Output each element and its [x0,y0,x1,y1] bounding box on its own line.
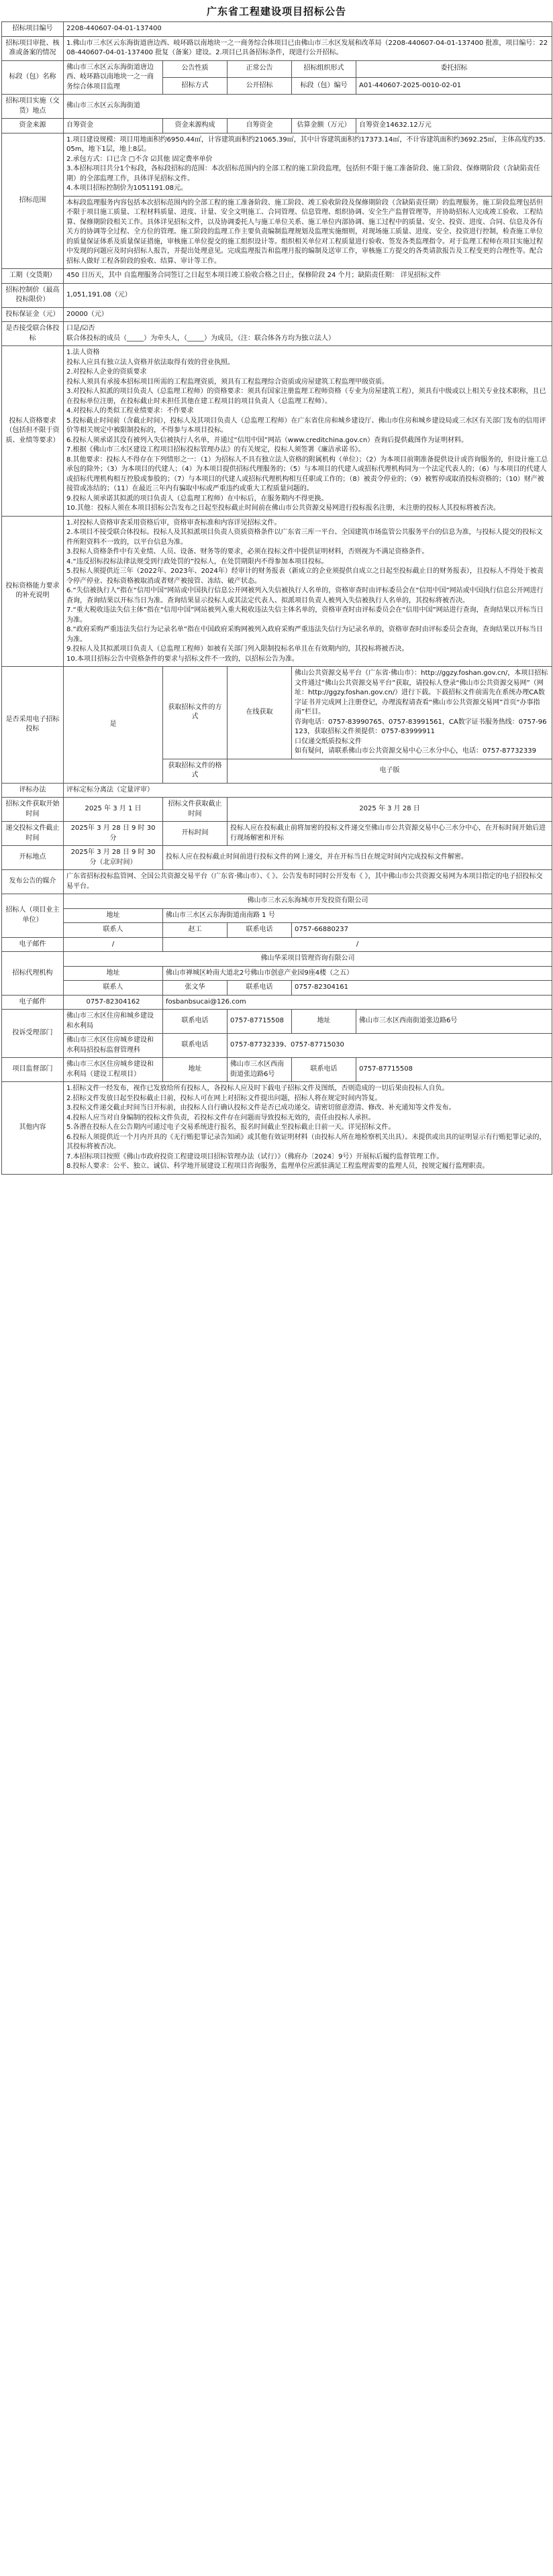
agent-phone: 0757-82304161 [292,981,552,996]
bid-open-label: 开标时间 [163,822,228,846]
eval-method-value: 评标定标分离法（定量评审） [64,783,552,798]
tenderer-email-label: 电子邮件 [2,937,64,952]
deposit-label: 投标保证金（元） [2,307,64,322]
org-form-value: 委托招标 [356,60,552,77]
agent-email: fosbanbsucai@126.com [163,995,552,1010]
bid-open-place-label: 开标地点 [2,846,64,870]
complaint-name: 佛山市三水区住房和城乡建设和水利局 [64,1010,163,1034]
est-amount-label: 估算金额（万元） [292,119,356,133]
qualification-value: 1.法人资格 投标人应具有独立法人资格并依法取得有效的营业执照。 2.对投标人企业的资质要求 投标人须具有承接本招标项目所需的工程监理资质，须具有工程监理综合资质或房屋建筑工程监理甲级资质。 3.对投标人拟派的项目负责人（总监理工程师）的资格要求：须具有国家注册监理工程师资格（专业为房屋建筑工程），须具有中级或以上相关专业技术职称，且已在投标单位注册，在投标截止时未担任其他在建工程项目的项目负责人（总监理工程师）。 4.对投标人的类似工程业绩要求：不作要求 5.投标截止时间前（含截止时间），投标人及其项目负责人（总监理工程师）在广东省住房和城乡建设厅、佛山市住房和城乡建设局或三水区有关部门发布的信用评价等相关规定中被限制投标的，不得参与本项目投标。 6.投标人须承诺其没有被列入失信被执行人名单，并通过“信用中国”网站（www.creditchina.gov.cn）查询后提供截图作为证明材料。 7.根据《佛山市三水区建设工程项目招标投标管理办法》的有关规定，投标人须签署《廉洁承诺书》。 8.其他要求：投标人不得存在下列情形之一：（1）为招标人不具有独立法人资格的附属机构（单位）；（2）为本项目前期准备提供设计或咨询服务的，但设计施工总承包的除外；（3）为本项目的代建人；（4）为本项目提供招标代理服务的；（5）与本项目的代建人或招标代理机构同为一个法定代表人的；（6）与本项目的代建人或招标代理机构相互控股或参股的；（7）与本项目的代建人或招标代理机构相互任职或工作的；（8）被责令停业的；（9）被暂停或取消投标资格的；（10）财产被接管或冻结的；（11）在最近三年内有骗取中标或严重违约或重大工程质量问题的。 9.投标人须承诺其拟派的项目负责人（总监理工程师）在中标后，在服务期内不得更换。 10.其他：投标人须在本项目招标公告发布之日起至投标截止时间前在佛山市公共资源交易网进行投标报名注册，未注册的投标人其投标将被否决。 [64,346,552,517]
qualification-label: 投标人资格要求（包括但不限于资质、业绩等要求） [2,346,64,517]
announce-type-label: 公告性质 [163,60,228,77]
max-price-label: 招标控制价（最高投标限价） [2,283,64,307]
publish-media-label: 发布公告的媒介 [2,870,64,894]
period-end-value: 2025 年 3 月 28 日 [228,798,552,822]
tenderer-label: 招标人（项目业主单位） [2,894,64,938]
tenderer-phone: 0757-66880237 [292,923,552,938]
duration-text: 450 日历天，其中 自监理服务合同签订之日起至本项目竣工验收合格之日止，保修阶段 24 个月；缺陷责任期： [66,272,399,279]
doc-format-value: 电子版 [228,759,552,783]
project-code-value: 2208-440607-04-01-137400 [64,22,552,37]
supervision-phone-label: 联系电话 [292,1058,356,1082]
location-value: 佛山市三水区云东海街道 [64,95,552,119]
tender-method-value: 公开招标 [228,77,292,94]
period-start-label: 招标文件获取开始时间 [2,798,64,822]
announce-type-value: 正常公告 [228,60,292,77]
agent-address: 佛山市禅城区岭南大道北2号佛山市创意产业园9座4楼（之五） [163,966,552,981]
doc-method-value: 在线获取 [228,667,292,759]
agent-contact: 张文华 [163,981,228,996]
fund-source-value: 自筹资金 [64,119,163,133]
electronic-value: 是 [64,667,163,784]
tenderer-contact-label: 联系人 [64,923,163,938]
doc-method-label: 获取招标文件的方式 [163,667,228,759]
agent-label: 招标代理机构 [2,952,64,996]
electronic-label: 是否采用电子招标投标 [2,667,64,784]
supervision-phone: 0757-87715508 [356,1058,552,1082]
supervision-address: 佛山市三水区西南街道张边路6号 [228,1058,292,1082]
platform-info: 佛山公共资源交易平台（广东省·佛山市）：http://ggzy.foshan.gov.cn/，本项目招标文件通过“佛山公共资源交易平台”获取，请投标人登录“佛山市公共资源交易网”（网址：http://ggzy.foshan.gov.cn/）进行下载。下载招标文件前需先在系统办理CA数字证书并完成网上注册登记，办理流程请查看“佛山市公共资源交易网”首页“办事指南”栏目。 咨询电话：0757-83990765、0757-83991561，CA数字证书服务热线：0757-96123，获取招标文件须提供：0757-83999911 口仅递交纸质投标文件 如有疑问，请联系佛山市公共资源交易中心三水分中心，电话：0757-87732339 [292,667,552,759]
tender-name-value: 佛山市三水区云东海街道唐边西、岐环路以南地块一之一商务综合体项目监理 [64,60,163,95]
tenderer-address: 佛山市三水区云东海街道南南路 1 号 [163,908,552,923]
other-value: 1.招标文件一经发布，视作已发放给所有投标人，各投标人应及时下载电子招标文件及图纸，否则造成的一切后果由投标人自负。 2.招标文件发放日起至投标截止日前，投标人可在网上对招标文件提出问题，招标人将在规定时间内答复。 3.投标文件递交截止时间当日开标前，由投标人自行确认投标文件是否已成功递交。请密切留意澄清、修改、补充通知等文件发布。 4.投标人应当对自身编制的投标文件负责，若投标文件存在问题而导致投标无效的，责任由投标人承担。 5.各潜在投标人在公告期内可通过电子交易系统进行报名，报名时间截止至投标截止日前一天。详见招标文件。 6.投标人须提供近一个月内开具的《无行贿犯罪记录告知函》或其他有效证明材料（由投标人所在地检察机关出具）。未提供或出具的证明显示有行贿犯罪记录的，其投标将被否决。 7.本招标项目按照《佛山市政府投资工程建设项目招标管理办法（试行）》（佛府办〔2024〕9号）开展标后履约监督管理工作。 8.投标人要求：公平、独立、诚信、科学地开展建设工程项目咨询服务，监理单位应派驻满足工程监理需要的监理人员，按规定履行监理职责。 [64,1082,552,1175]
publish-media-value: 广东省招标投标监管网、全国公共资源交易平台（广东省·佛山市）、《 》、公告发布时同时公开发布《 》，其中佛山市公共资源交易网为本项目指定的电子招投标交易平台。 [64,870,552,894]
fund-source-label: 资金来源 [2,119,64,133]
scope-extra-value: 本标段监理服务内容包括本次招标范围内的全部工程的施工准备阶段、施工阶段、竣工验收阶段及保修期阶段（含缺陷责任期）的监理服务。施工阶段监理包括但不限于项目施工质量、工程材料质量、进度、计量、安全文明施工、合同管理、信息管理、组织协调、安全生产监督管理等，并协助招标人完成竣工验收、工程结算、保修期阶段相关工作。具体详见招标文件，以及协调委托人与施工单位关系、施工单位内部协调、施工过程中的质量、安全、投资、进度、合同、信息及各有关方的协调等全过程、全方位的管理。施工阶段的监理工作主要负责编制监理规划及监理实施细则，对现场施工质量、进度、安全、投资进行控制，检查施工单位的质量保证体系及质量保证措施，审核施工单位提交的施工组织设计等。组织相关单位对工程质量进行验收、签发各类监理指令。对于监理工程师在项目实施过程中发现的问题应及时向招标人报告，并提出处理意见。完成监理报告和监理月报的编制及送审工作，审核施工方提交的各类请款报告及工程变更的合理性等。配合招标人做好工程各阶段的验收、结算、审计等工作。 [64,196,552,269]
location-label: 招标项目实施（交货）地点 [2,95,64,119]
max-price-value: 1,051,191.08（元） [64,283,552,307]
joint-value [64,322,552,346]
approval-value: 1.佛山市三水区云东海街道唐边西、岐环路以南地块一之一商务综合体项目已由佛山市三水区发展和改革局（2208-440607-04-01-137400 批准，项目编号：2208-440607-04-01-137400 批复（备案）建设。2.项目已具备招标条件，现进行公开招标。 [64,36,552,60]
tenderer-email: / [64,937,163,952]
tenderer-contact: 赵工 [163,923,228,938]
joint-label: 是否接受联合体投标 [2,322,64,346]
scope-value: 1.项目建设规模：项目用地面积约6950.44㎡，计容建筑面积约21065.39㎡，其中计容建筑面积约17373.14㎡，不计容建筑面积约3692.25㎡，主体高度约35.05m，地下1层，地上8层。 2.承包方式：口已含 □不含 ☑其他 固定费率单价 3.本招标项目共分1个标段，各标段招标的范围：本次招标范围内的全部工程的施工阶段监理，包括但不限于施工准备阶段、施工阶段、保修期阶段（含缺陷责任期）的全部监理工作，具体详见招标文件。 4.本项目招标控制价为1051191.08元。 [64,133,552,196]
announcement-page [0,4,553,1175]
org-form-label: 招标组织形式 [292,60,356,77]
complaint-phone2: 0757-87732339、0757-87715030 [228,1034,552,1058]
complaint-office: 佛山市三水区住房城乡建设和水利局招投标监督管理科 [64,1034,163,1058]
complaint-label: 投诉受理部门 [2,1010,64,1058]
tender-method-label: 招标方式 [163,77,228,94]
duration-extra: 详见招标文件 [400,272,441,279]
agent-email-extra: 0757-82304162 [64,995,163,1010]
bid-open-text: 投标人应在投标截止前将加密的投标文件递交至佛山市公共资源交易中心三水分中心，在开标时间开始后进行现场解密和开标 [228,822,552,846]
tenderer-phone-label: 联系电话 [228,923,292,938]
bid-open-place-value: 2025年 3 月 28 日 9 时 30 分（北京时间） [64,846,163,870]
tenderer-address-label: 地址 [64,908,163,923]
supervision-address-label: 地址 [163,1058,228,1082]
complaint-address: 佛山市三水区西南街道张边路6号 [356,1010,552,1034]
period-end-label: 招标文件获取截止时间 [163,798,228,822]
joint-choice: 口是/☑否 [66,325,95,332]
agent-phone-label: 联系电话 [228,981,292,996]
duration-label: 工期（交货期） [2,269,64,284]
doc-format-label: 获取招标文件的格式 [163,759,228,783]
bid-open-place-text: 投标人应在投标截止时间前进行投标文件的网上递交，并在开标当日在规定时间内完成投标文件解密。 [163,846,552,870]
bid-deadline-label: 递交投标文件截止时间 [2,822,64,846]
period-start-value: 2025 年 3 月 1 日 [64,798,163,822]
supervision-label: 项目监督部门 [2,1058,64,1082]
agent-email-label: 电子邮件 [2,995,64,1010]
joint-note: 联合体投标的成员（_____）为牵头人，（_____）为成员，（注：联合体各方均为独立法人） [66,334,335,342]
announcement-table [1,21,552,1175]
complaint-address-label: 地址 [292,1010,356,1034]
eval-method-label: 评标办法 [2,783,64,798]
project-code-label: 招标项目编号 [2,22,64,37]
complaint-phone-label: 联系电话 [163,1010,228,1034]
tenderer-name: 佛山市三水云东海城市开发投资有限公司 [64,894,552,909]
scope-label: 招标范围 [2,133,64,269]
duration-value [64,269,552,284]
tender-name-label: 标段（包）名称 [2,60,64,95]
page-title: 广东省工程建设项目招标公告 [206,5,346,17]
tender-code-label: 标段（包）编号 [292,77,356,94]
tenderer-email2: / [163,937,552,952]
fund-ratio-value: 自筹资金 [228,119,292,133]
approval-label: 招标项目审批、核准或备案的情况 [2,36,64,60]
agent-contact-label: 联系人 [64,981,163,996]
est-amount-value: 自筹资金14632.12万元 [356,119,552,133]
complaint-phone2-label: 联系电话 [163,1034,228,1058]
other-label: 其他内容 [2,1082,64,1175]
tender-code-value: A01-440607-2025-0010-02-01 [356,77,552,94]
evaluation-value: 1.对投标人资格审查采用资格后审，资格审查标准和内容详见招标文件。 2.本项目不接受联合体投标。投标人及其拟派项目负责人资质资格条件以广东省三库一平台、全国建筑市场监管公共服务平台的信息为准，与投标人提交的投标文件所附资料不一致的，以平台信息为准。 3.投标人资格条件中有关业绩、人员、设备、财务等的要求，必须在投标文件中提供证明材料，否则视为不满足资格条件。 4.“违反招标投标法律法规受到行政处罚的”投标人，在处罚期限内不得参加本项目投标。 5.投标人须提供近三年（2022年、2023年、2024年）经审计的财务报表（新成立的企业须提供自成立之日起至投标截止日的财务报表），且投标人不得处于被责令停产停业、投标资格被取消或者财产被接管、冻结、破产状态。 6.“失信被执行人”指在“信用中国”网站或中国执行信息公开网被列入失信被执行人名单的，资格审查时由评标委员会在“信用中国”网站或中国执行信息公开网进行查询，查询结果以开标当日为准。查询结果显示投标人或其法定代表人、拟派项目负责人被列入失信被执行人名单的，其投标将被否决。 7.“重大税收违法失信主体”指在“信用中国”网站被列入重大税收违法失信主体名单的，资格审查时由评标委员会在“信用中国”网站进行查询，查询结果以开标当日为准。 8.“政府采购严重违法失信行为记录名单”指在中国政府采购网被列入政府采购严重违法失信行为记录名单的，资格审查时由评标委员会查询，查询结果以开标当日为准。 9.投标人及其拟派项目负责人（总监理工程师）如被有关部门列入限制投标名单且在有效期内的，其投标将被否决。 10.本项目招标公告中资格条件的要求与招标文件不一致的，以招标公告为准。 [64,516,552,667]
agent-name: 佛山华采项目管理咨询有限公司 [64,952,552,967]
agent-address-label: 地址 [64,966,163,981]
bid-deadline-value: 2025年 3 月 28 日 9 时 30 分 [64,822,163,846]
supervision-name: 佛山市三水区住房城乡建设和水利局（建设工程项目） [64,1058,163,1082]
complaint-phone: 0757-87715508 [228,1010,292,1034]
fund-ratio-label: 资金来源构成 [163,119,228,133]
evaluation-label: 投标资格能力要求的补充说明 [2,516,64,667]
deposit-value: 20000（元） [64,307,552,322]
